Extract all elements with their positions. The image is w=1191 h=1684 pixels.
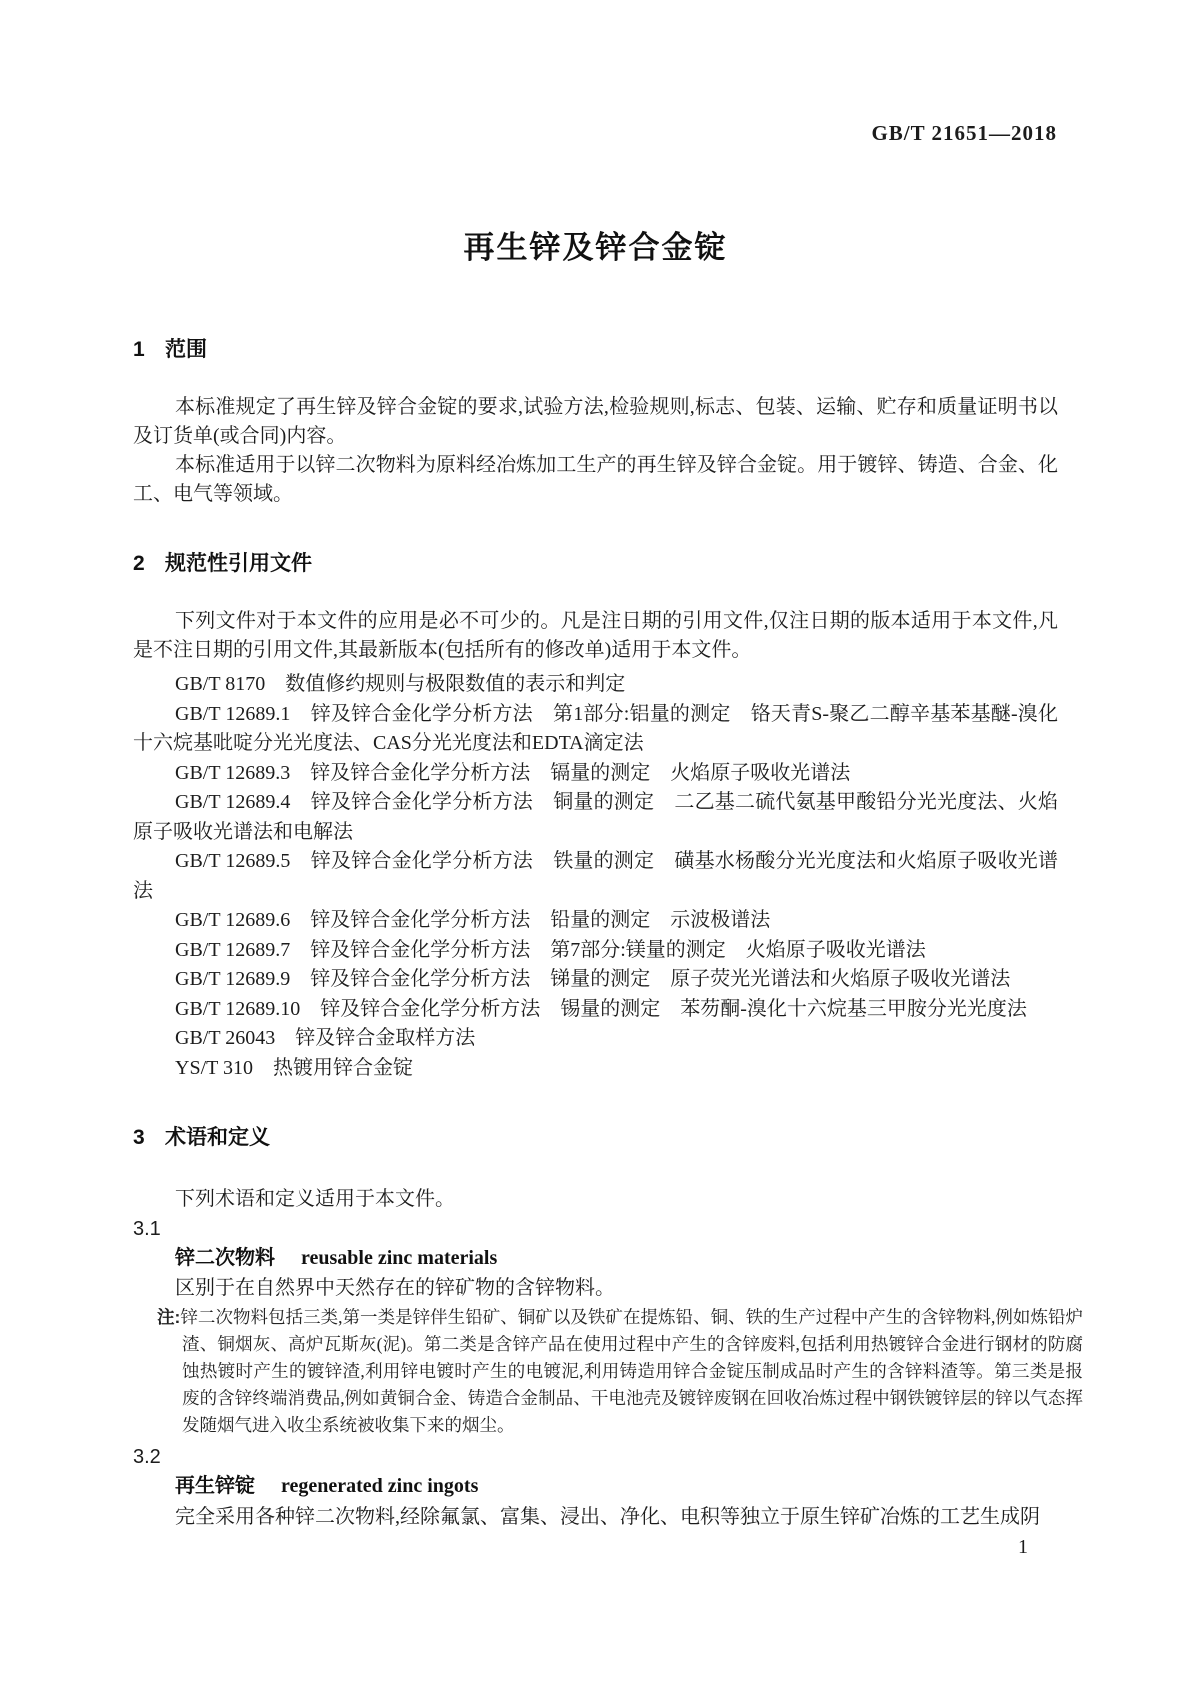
reference-item: GB/T 12689.1 锌及锌合金化学分析方法 第1部分:铝量的测定 铬天青S-聚乙二醇辛基苯基醚-溴化十六烷基吡啶分光光度法、CAS分光光度法和EDTA滴定法 xyxy=(133,702,1058,754)
section-2-heading xyxy=(133,547,1058,577)
section-3-number: 3 xyxy=(133,1126,145,1149)
reference-item: GB/T 12689.7 锌及锌合金化学分析方法 第7部分:镁量的测定 火焰原子吸收光谱法 xyxy=(175,938,926,961)
term-3-2-definition: 完全采用各种锌二次物料,经除氟氯、富集、浸出、净化、电积等独立于原生锌矿冶炼的工艺生成阴 xyxy=(175,1506,1040,1528)
section-2-title: 规范性引用文件 xyxy=(165,552,312,575)
term-3-2-zh: 再生锌锭 xyxy=(175,1475,255,1497)
reference-item: GB/T 12689.3 锌及锌合金化学分析方法 镉量的测定 火焰原子吸收光谱法 xyxy=(175,761,851,784)
reference-item: GB/T 12689.6 锌及锌合金化学分析方法 铅量的测定 示波极谱法 xyxy=(175,909,771,931)
reference-item: GB/T 12689.9 锌及锌合金化学分析方法 锑量的测定 原子荧光光谱法和火焰原子吸收光谱法 xyxy=(175,968,1011,990)
section-2-intro: 下列文件对于本文件的应用是必不可少的。凡是注日期的引用文件,仅注日期的版本适用于本文件,凡是不注日期的引用文件,其最新版本(包括所有的修改单)适用于本文件。 xyxy=(133,610,1058,661)
section-3-intro: 下列术语和定义适用于本文件。 xyxy=(175,1188,455,1210)
term-3-1-number: 3.1 xyxy=(133,1218,161,1240)
note-label: 注: xyxy=(157,1307,181,1327)
reference-item: GB/T 12689.10 锌及锌合金化学分析方法 锡量的测定 苯芴酮-溴化十六烷基三甲胺分光光度法 xyxy=(175,997,1027,1020)
term-3-2-en: regenerated zinc ingots xyxy=(281,1475,479,1497)
doc-number: GB/T 21651—2018 xyxy=(871,121,1057,145)
reference-item: GB/T 26043 锌及锌合金取样方法 xyxy=(175,1027,476,1049)
reference-item: YS/T 310 热镀用锌合金锭 xyxy=(175,1056,413,1079)
section-3-heading xyxy=(133,1121,1058,1151)
term-3-2-line xyxy=(175,1474,1058,1498)
note-text: 锌二次物料包括三类,第一类是锌伴生铅矿、铜矿以及铁矿在提炼铅、铜、铁的生产过程中产生的含锌物料,例如炼铅炉渣、铜烟灰、高炉瓦斯灰(泥)。第二类是含锌产品在使用过程中产生的含锌废料,包括利用热镀锌合金进行钢材的防腐蚀热镀时产生的镀锌渣,利用锌电镀时产生的电镀泥,利用铸造用锌合金锭压制成品时产生的含锌料渣等。第三类是报废的含锌终端消费品,例如黄铜合金、铸造合金制品、干电池壳及镀锌废钢在回收冶炼过程中钢铁镀锌层的锌以气态挥发随烟气进入收尘系统被收集下来的烟尘。 xyxy=(180,1307,1084,1435)
term-3-1-line xyxy=(175,1246,1058,1270)
section-3-title: 术语和定义 xyxy=(165,1126,270,1149)
reference-item: GB/T 12689.4 锌及锌合金化学分析方法 铜量的测定 二乙基二硫代氨基甲酸铅分光光度法、火焰原子吸收光谱法和电解法 xyxy=(133,791,1058,843)
section-1-title: 范围 xyxy=(165,338,207,361)
section-1-heading xyxy=(133,333,1058,363)
term-3-1-en: reusable zinc materials xyxy=(301,1247,498,1269)
page-title: 再生锌及锌合金锭 xyxy=(463,230,728,265)
reference-item: GB/T 8170 数值修约规则与极限数值的表示和判定 xyxy=(175,673,626,695)
section-2-number: 2 xyxy=(133,552,145,575)
term-3-1-note xyxy=(157,1304,1083,1439)
term-3-1-zh: 锌二次物料 xyxy=(175,1247,275,1269)
section-1-number: 1 xyxy=(133,338,145,361)
term-3-2-number: 3.2 xyxy=(133,1446,161,1468)
normative-reference-list xyxy=(133,670,1058,1083)
section-1-paragraph-1: 本标准规定了再生锌及锌合金锭的要求,试验方法,检验规则,标志、包装、运输、贮存和质量证明书以及订货单(或合同)内容。 xyxy=(133,396,1058,447)
section-1-paragraph-2: 本标准适用于以锌二次物料为原料经冶炼加工生产的再生锌及锌合金锭。用于镀锌、铸造、合金、化工、电气等领域。 xyxy=(133,454,1058,505)
reference-item: GB/T 12689.5 锌及锌合金化学分析方法 铁量的测定 磺基水杨酸分光光度法和火焰原子吸收光谱法 xyxy=(133,850,1058,902)
term-3-1-definition: 区别于在自然界中天然存在的锌矿物的含锌物料。 xyxy=(175,1277,615,1299)
page-number: 1 xyxy=(1018,1536,1028,1558)
